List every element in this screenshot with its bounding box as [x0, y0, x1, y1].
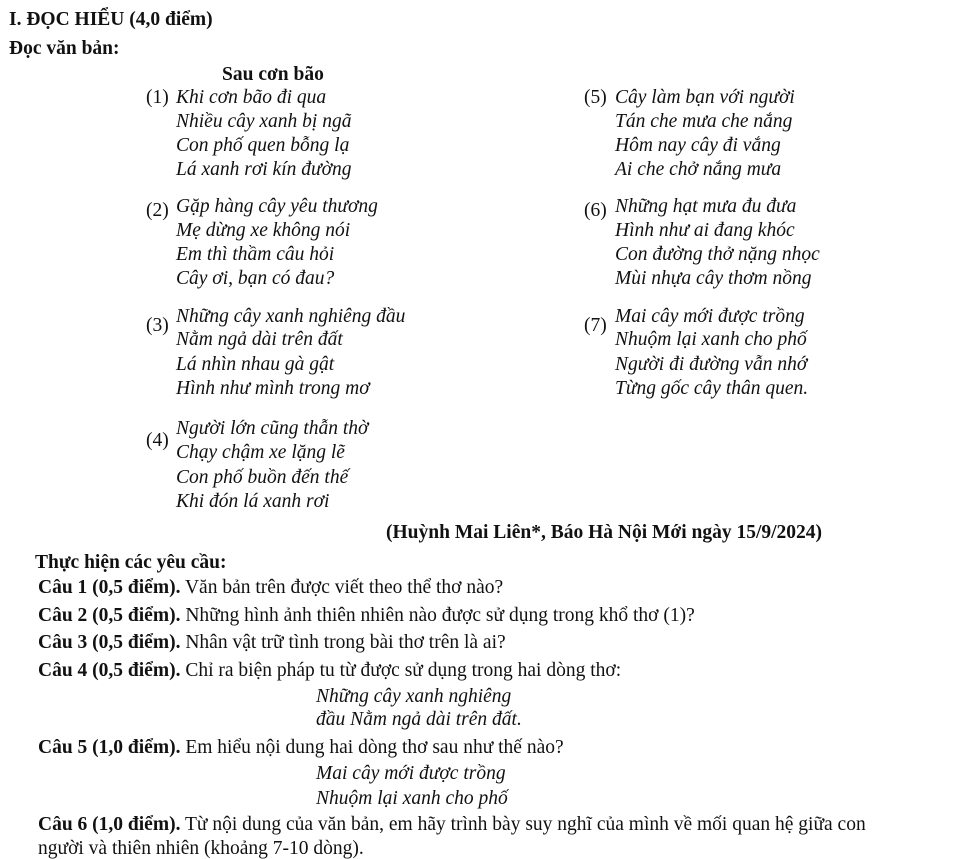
poem-line: Mai cây mới được trồng: [615, 306, 805, 327]
question-text: Nhân vật trữ tình trong bài thơ trên là ai?: [180, 632, 506, 653]
question-1: [38, 578, 503, 598]
poem-line: Tán che mưa che nắng: [615, 111, 793, 132]
question-label: Câu 4 (0,5 điểm).: [38, 660, 181, 681]
question-text: Chỉ ra biện pháp tu từ được sử dụng trong hai dòng thơ:: [180, 660, 622, 681]
stanza-number: (1): [146, 87, 169, 108]
poem-line: Con phố quen bỗng lạ: [176, 135, 350, 156]
poem-line: Lá nhìn nhau gà gật: [176, 354, 335, 375]
question-label: Câu 1 (0,5 điểm).: [38, 577, 181, 598]
poem-line: Hình như ai đang khóc: [615, 220, 795, 241]
question-text: Văn bản trên được viết theo thể thơ nào?: [180, 577, 504, 598]
poem-line: Khi đón lá xanh rơi: [176, 491, 330, 512]
quote-line: đầu Nằm ngả dài trên đất.: [316, 709, 522, 730]
question-5: [38, 738, 564, 758]
poem-line: Những cây xanh nghiêng đầu: [176, 306, 406, 327]
poem-line: Lá xanh rơi kín đường: [176, 159, 352, 180]
poem-line: Mẹ dừng xe không nói: [176, 220, 351, 241]
poem-line: Những hạt mưa đu đưa: [615, 196, 797, 217]
question-text: Từ nội dung của văn bản, em hãy trình bày suy nghĩ của mình về mối quan hệ giữa con: [180, 814, 866, 835]
quote-line: Mai cây mới được trồng: [316, 763, 506, 784]
quote-line: Những cây xanh nghiêng: [316, 686, 512, 707]
poem-line: Người đi đường vẫn nhớ: [615, 354, 808, 375]
quote-line: Nhuộm lại xanh cho phố: [316, 788, 508, 809]
poem-line: Chạy chậm xe lặng lẽ: [176, 442, 345, 463]
stanza-number: (3): [146, 315, 169, 336]
poem-line: Cây ơi, bạn có đau?: [176, 268, 335, 289]
poem-line: Ai che chở nắng mưa: [615, 159, 782, 180]
question-2: [38, 606, 695, 626]
question-6-continuation: người và thiên nhiên (khoảng 7-10 dòng).: [38, 838, 364, 859]
question-text: Những hình ảnh thiên nhiên nào được sử dụng trong khổ thơ (1)?: [180, 605, 695, 626]
question-3: [38, 633, 506, 653]
poem-line: Từng gốc cây thân quen.: [615, 378, 809, 399]
read-label: Đọc văn bản:: [9, 38, 120, 59]
question-label: Câu 5 (1,0 điểm).: [38, 737, 181, 758]
poem-line: Em thì thầm câu hỏi: [176, 244, 335, 265]
stanza-number: (2): [146, 200, 169, 221]
poem-line: Khi cơn bão đi qua: [176, 87, 327, 108]
question-text: Em hiểu nội dung hai dòng thơ sau như thế nào?: [180, 737, 564, 758]
poem-line: Con phố buồn đến thế: [176, 467, 349, 488]
stanza-number: (7): [584, 315, 607, 336]
stanza-number: (4): [146, 430, 169, 451]
poem-line: Gặp hàng cây yêu thương: [176, 196, 378, 217]
poem-line: Nằm ngả dài trên đất: [176, 329, 343, 350]
poem-source: (Huỳnh Mai Liên*, Báo Hà Nội Mới ngày 15/9/2024): [386, 522, 823, 543]
poem-line: Hình như mình trong mơ: [176, 378, 370, 399]
poem-line: Mùi nhựa cây thơm nồng: [615, 268, 812, 289]
poem-line: Nhiều cây xanh bị ngã: [176, 111, 352, 132]
poem-line: Con đường thở nặng nhọc: [615, 244, 820, 265]
poem-line: Hôm nay cây đi vắng: [615, 135, 781, 156]
question-label: Câu 3 (0,5 điểm).: [38, 632, 181, 653]
poem-line: Cây làm bạn với người: [615, 87, 795, 108]
question-label: Câu 6 (1,0 điểm).: [38, 814, 181, 835]
question-4: [38, 661, 621, 681]
question-6: [38, 815, 866, 835]
stanza-number: (5): [584, 87, 607, 108]
question-label: Câu 2 (0,5 điểm).: [38, 605, 181, 626]
section-heading: I. ĐỌC HIỂU (4,0 điểm): [9, 9, 213, 30]
stanza-number: (6): [584, 200, 607, 221]
poem-title: Sau cơn bão: [222, 64, 324, 85]
poem-line: Người lớn cũng thẫn thờ: [176, 418, 369, 439]
poem-line: Nhuộm lại xanh cho phố: [615, 329, 807, 350]
tasks-label: Thực hiện các yêu cầu:: [35, 552, 227, 573]
